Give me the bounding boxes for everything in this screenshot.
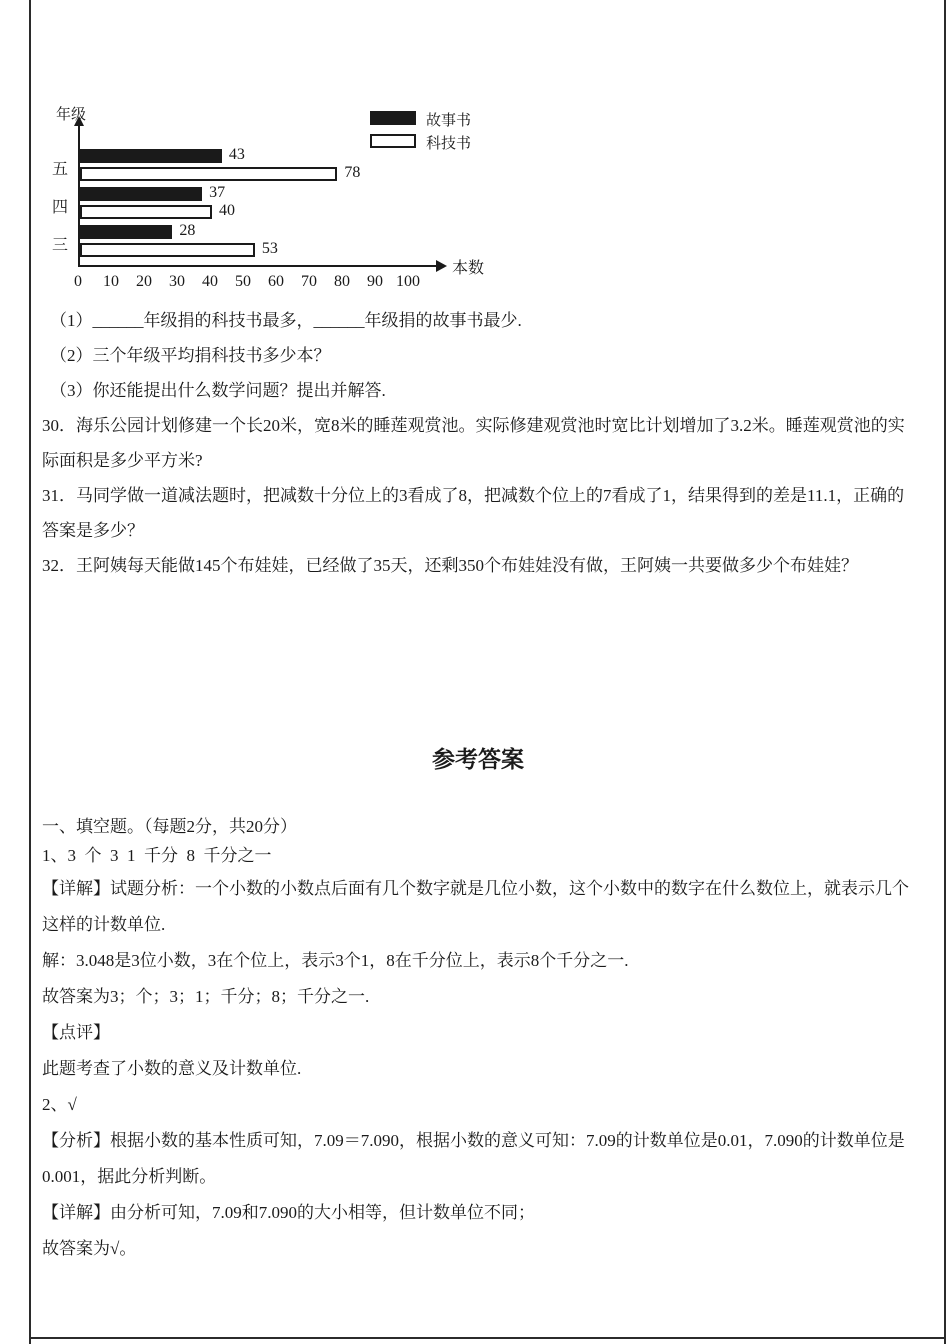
books-donation-bar-chart [40, 103, 560, 303]
bar-grade-5-science-books [80, 167, 337, 181]
x-tick-label: 30 [169, 273, 185, 290]
sub-question-3: （3）你还能提出什么数学问题？提出并解答. [50, 381, 386, 400]
answer-1-detail: 【详解】试题分析：一个小数的小数点后面有几个数字就是几位小数，这个小数中的数字在什么数位上，就表示几个这样的计数单位. [42, 879, 909, 934]
x-axis-arrow-icon [436, 260, 447, 272]
sub-question-1: （1）______年级捐的科技书最多，______年级捐的故事书最少. [50, 311, 522, 330]
x-tick-label: 90 [367, 273, 383, 290]
answer-2-value: 2、√ [42, 1095, 77, 1114]
legend-swatch-story-books [370, 111, 416, 125]
answers-title: 参考答案 [432, 747, 524, 772]
question-32: 32．王阿姨每天能做145个布娃娃，已经做了35天，还剩350个布娃娃没有做，王阿姨一共要做多少个布娃娃？ [42, 556, 858, 575]
scan-edge-left [29, 0, 31, 1344]
x-axis-line [78, 265, 438, 267]
legend-label-story-books: 故事书 [426, 113, 472, 129]
answer-1-values: 1、3 个 3 1 千分 8 千分之一 [42, 846, 272, 865]
bar-value-label: 78 [344, 164, 361, 181]
bar-value-label: 43 [228, 146, 245, 163]
bar-grade-4-story-books [80, 187, 202, 201]
x-axis-title: 本数 [452, 260, 485, 277]
bar-grade-5-story-books [80, 149, 222, 163]
x-tick-label: 0 [74, 273, 82, 290]
category-label-grade-5: 五 [52, 161, 69, 178]
category-label-grade-3: 三 [52, 237, 69, 254]
legend-label-science-books: 科技书 [426, 136, 472, 152]
bar-value-label: 28 [179, 222, 196, 239]
bar-grade-4-science-books [80, 205, 212, 219]
answers-section [42, 745, 914, 1267]
answer-1-comment-label: 【点评】 [42, 1023, 110, 1042]
answer-2-detail: 【详解】由分析可知，7.09和7.090的大小相等，但计数单位不同； [42, 1203, 535, 1222]
questions-section [42, 303, 914, 583]
sub-question-2: （2）三个年级平均捐科技书多少本？ [50, 346, 331, 365]
answer-1-conclusion: 故答案为3；个；3；1；千分；8；千分之一. [42, 987, 370, 1006]
x-tick-label: 80 [334, 273, 350, 290]
x-tick-label: 40 [202, 273, 218, 290]
x-tick-label: 60 [268, 273, 284, 290]
x-tick-label: 20 [136, 273, 152, 290]
question-30: 30．海乐公园计划修建一个长20米，宽8米的睡莲观赏池。实际修建观赏池时宽比计划增加了3.2米。睡莲观赏池的实际面积是多少平方米? [42, 416, 905, 470]
answer-section-header: 一、填空题。（每题2分，共20分） [42, 817, 297, 836]
x-tick-label: 10 [103, 273, 119, 290]
x-tick-label: 50 [235, 273, 251, 290]
x-tick-label: 100 [396, 273, 420, 290]
legend-swatch-science-books [370, 134, 416, 148]
bar-grade-3-science-books [80, 243, 255, 257]
bar-grade-3-story-books [80, 225, 172, 239]
bar-value-label: 37 [209, 184, 226, 201]
answer-1-comment: 此题考查了小数的意义及计数单位. [42, 1059, 302, 1078]
y-axis-title: 年级 [56, 107, 87, 123]
bar-value-label: 53 [261, 240, 278, 257]
scan-edge-right [944, 0, 946, 1344]
answer-2-analysis: 【分析】根据小数的基本性质可知，7.09＝7.090，根据小数的意义可知：7.09的计数单位是0.01，7.090的计数单位是0.001，据此分析判断。 [42, 1131, 905, 1186]
x-tick-label: 70 [301, 273, 317, 290]
answer-1-solution: 解：3.048是3位小数，3在个位上，表示3个1，8在千分位上，表示8个千分之一. [42, 951, 629, 970]
scan-edge-bottom [29, 1337, 946, 1339]
question-31: 31．马同学做一道减法题时，把减数十分位上的3看成了8，把减数个位上的7看成了1，结果得到的差是11.1，正确的答案是多少？ [42, 486, 905, 540]
bar-value-label: 40 [219, 202, 235, 219]
category-label-grade-4: 四 [52, 199, 69, 216]
answer-2-conclusion: 故答案为√。 [42, 1239, 137, 1258]
